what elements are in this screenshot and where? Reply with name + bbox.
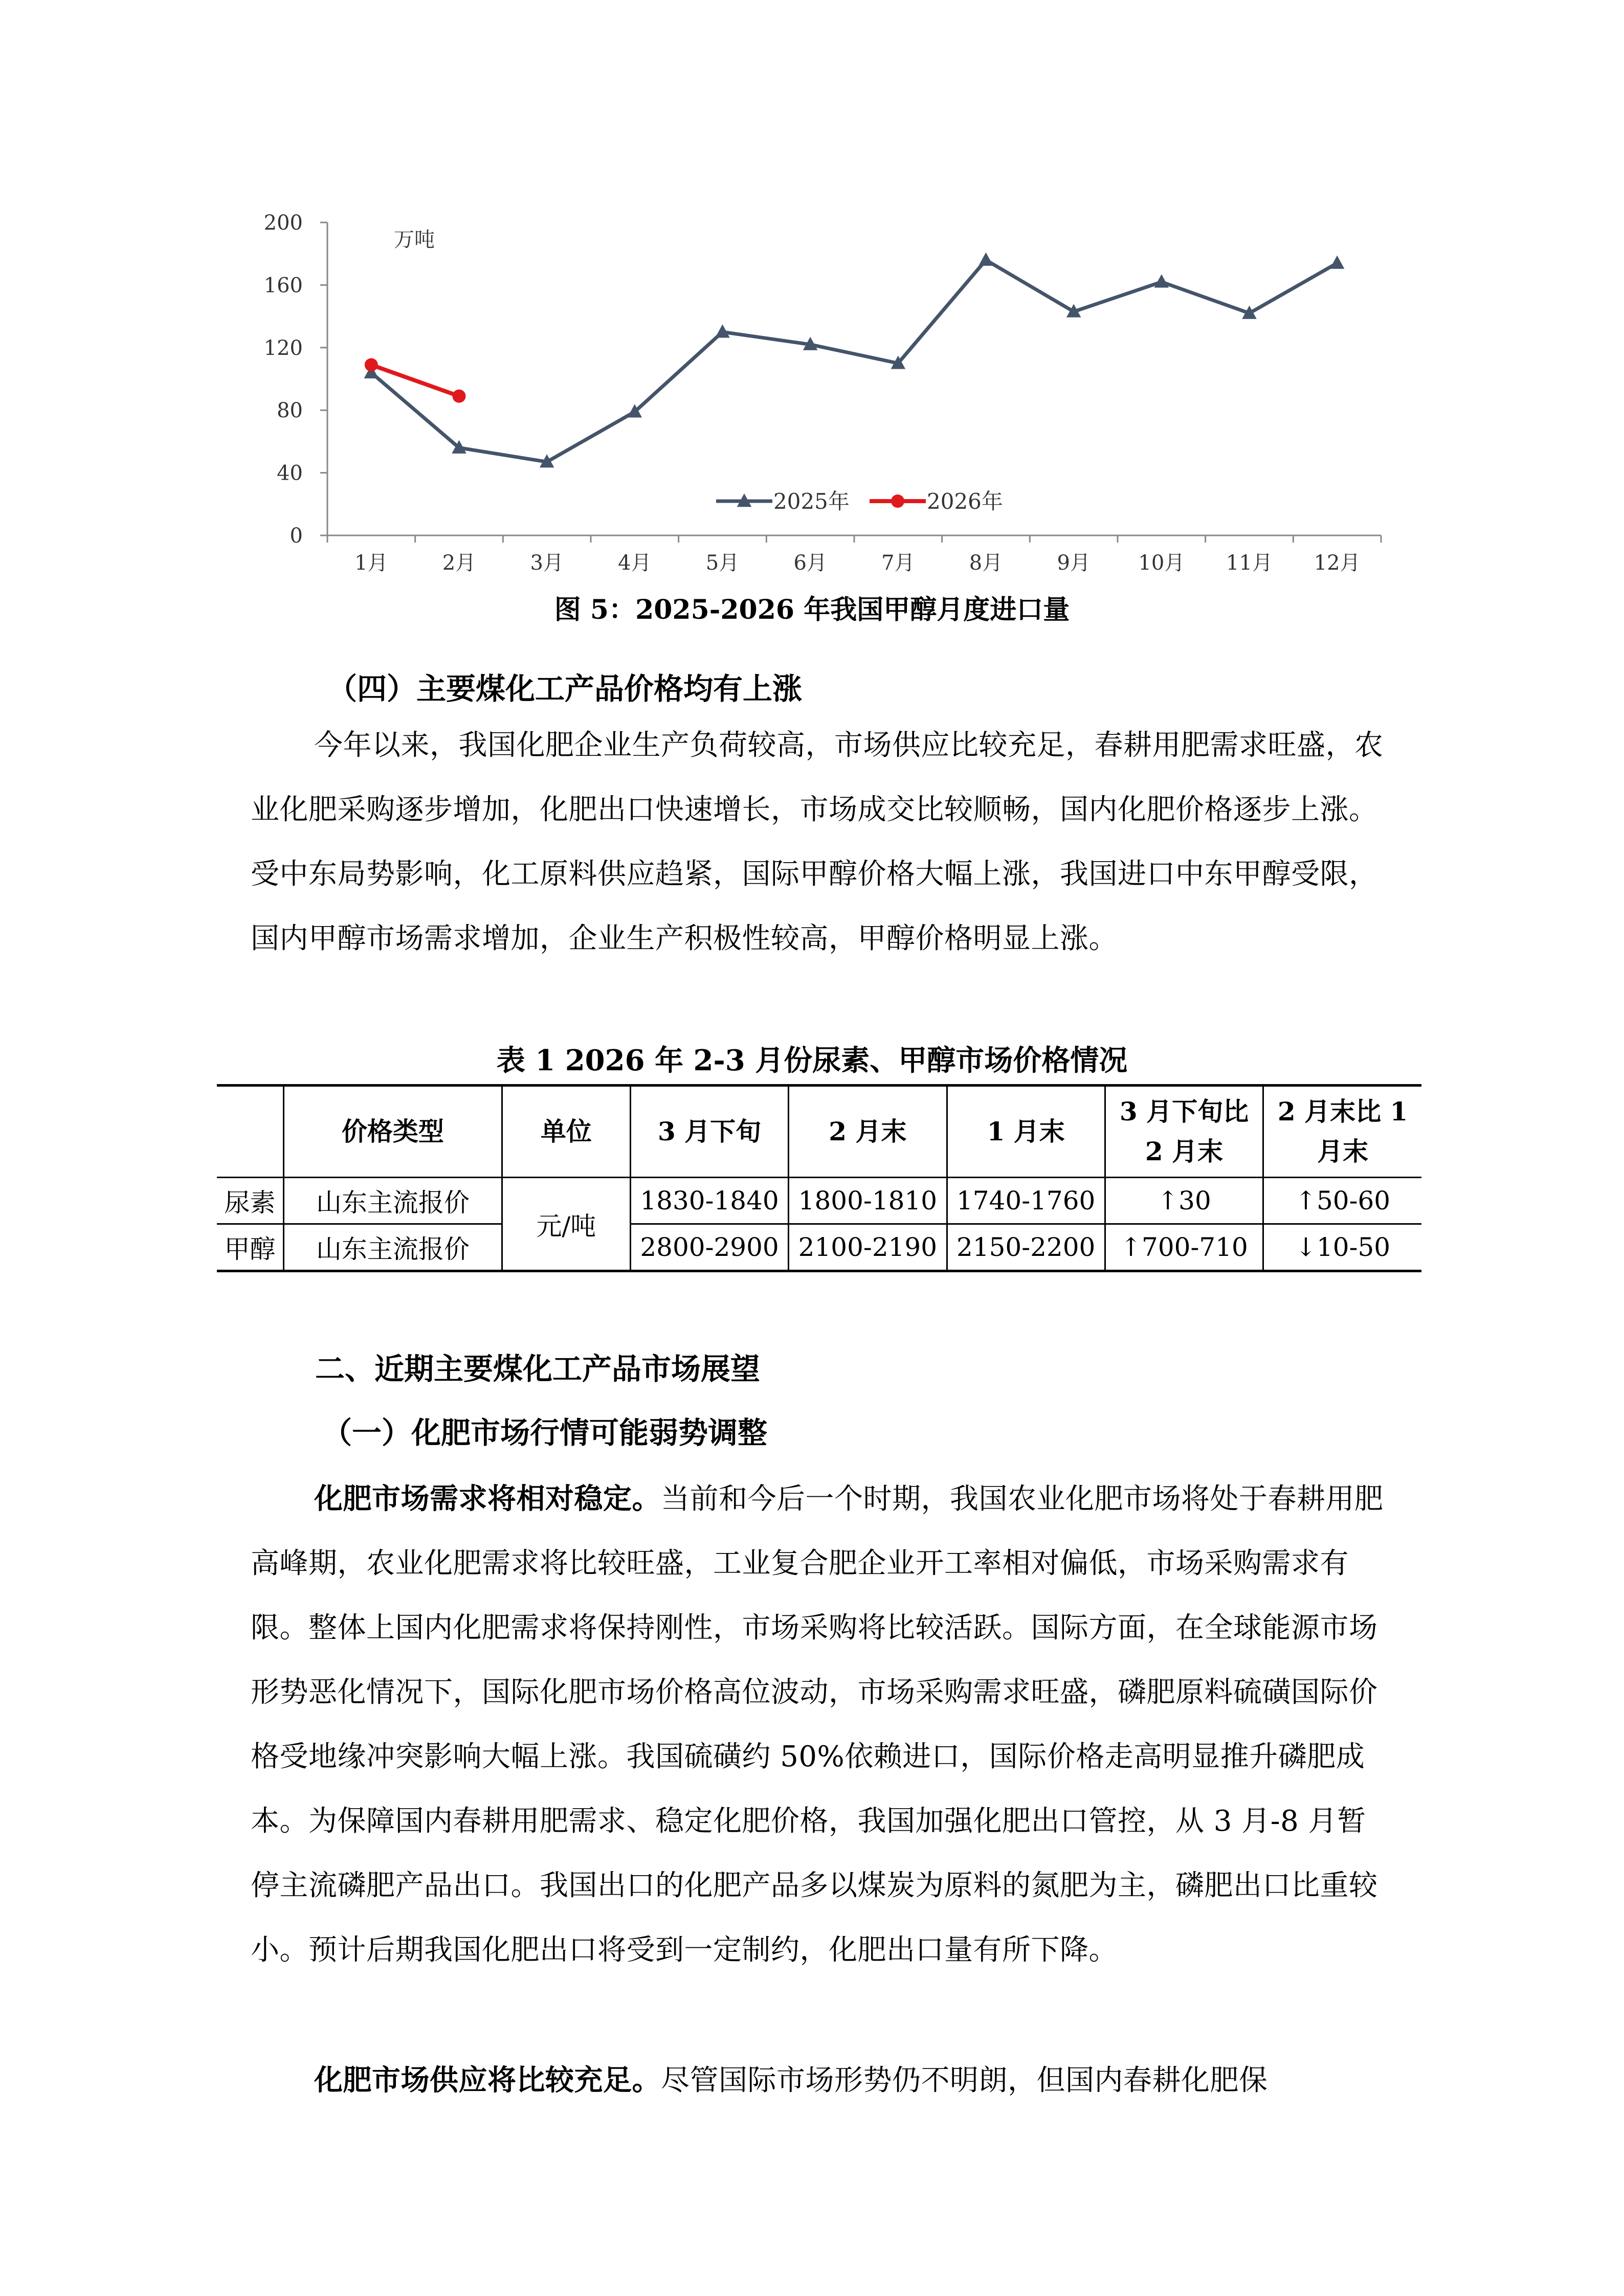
methanol-import-chart — [0, 0, 1624, 583]
table-header: 2 月末比 1 月末 — [1263, 1086, 1421, 1178]
table-header: 1 月末 — [947, 1086, 1105, 1178]
table-header: 2 月末 — [789, 1086, 947, 1178]
table-header: 3 月下旬比 2 月末 — [1105, 1086, 1263, 1178]
table-header-row — [217, 1086, 1421, 1178]
x-tick-label: 5月 — [705, 551, 740, 575]
chart-series — [364, 252, 1345, 467]
legend-label: 2025年 — [773, 489, 850, 514]
chart-legend — [716, 489, 1003, 514]
supply-text: 尽管国际市场形势仍不明朗，但国内春耕化肥保 — [661, 2064, 1268, 2097]
legend-label: 2026年 — [927, 489, 1003, 514]
table-cell: 1830-1840 — [630, 1178, 788, 1224]
legend-marker — [891, 494, 904, 508]
x-tick-label: 8月 — [969, 551, 1003, 575]
table-cell: ↑30 — [1105, 1178, 1263, 1224]
x-tick-label: 6月 — [793, 551, 827, 575]
supply-lead: 化肥市场供应将比较充足。 — [314, 2063, 661, 2097]
x-tick-label: 3月 — [530, 551, 564, 575]
data-point — [1154, 274, 1169, 287]
x-tick-label: 12月 — [1314, 551, 1361, 575]
chart-axes — [264, 211, 1381, 575]
x-tick-label: 4月 — [618, 551, 652, 575]
data-point — [365, 358, 378, 371]
demand-text: 当前和今后一个时期，我国农业化肥市场将处于春耕用肥高峰期，农业化肥需求将比较旺盛，工业复合肥企业开工率相对偏低，市场采购需求有限。整体上国内化肥需求将保持刚性，市场采购将比较活跃。国际方面，在全球能源市场形势恶化情况下，国际化肥市场价格高位波动，市场采购需求旺盛，磷肥原料硫磺国际价格受地缘冲突影响大幅上涨。我国硫磺约 50%依赖进口，国际价格走高明显推升磷肥成本。为保障国内春耕用肥需求、稳定化肥价格，我国加强化肥出口管控，从 3 月-8 月暂停主流磷肥产品出口。我国出口的化肥产品多以煤炭为原料的氮肥为主，磷肥出口比重较小。预计后期我国化肥出口将受到一定制约，化肥出口量有所下降。 — [251, 1482, 1384, 1967]
table-cell: ↓10-50 — [1263, 1224, 1421, 1271]
x-tick-label: 1月 — [354, 551, 388, 575]
supply-paragraph — [251, 2048, 1391, 2113]
section-paragraph: 今年以来，我国化肥企业生产负荷较高，市场供应比较充足，春耕用肥需求旺盛，农业化肥采购逐步增加，化肥出口快速增长，市场成交比较顺畅，国内化肥价格逐步上涨。受中东局势影响，化工原料供应趋紧，国际甲醇价格大幅上涨，我国进口中东甲醇受限，国内甲醇市场需求增加，企业生产积极性较高，甲醇价格明显上涨。 — [251, 729, 1384, 955]
table-cell: 甲醇 — [217, 1224, 284, 1271]
table-cell: 2100-2190 — [789, 1224, 947, 1271]
y-tick-label: 160 — [263, 274, 303, 298]
y-tick-label: 0 — [290, 524, 303, 548]
section-heading-2-1: （一）化肥市场行情可能弱势调整 — [322, 1415, 768, 1450]
table-header: 3 月下旬 — [630, 1086, 788, 1178]
table-cell: ↑50-60 — [1263, 1178, 1421, 1224]
table-row — [217, 1178, 1421, 1224]
figure-caption: 图 5：2025-2026 年我国甲醇月度进口量 — [554, 594, 1070, 625]
demand-paragraph — [251, 1467, 1391, 1983]
y-tick-label: 120 — [263, 336, 303, 360]
data-point — [978, 252, 993, 265]
table-header: 价格类型 — [284, 1086, 502, 1178]
y-tick-label: 40 — [277, 461, 303, 485]
data-point — [1330, 256, 1345, 269]
data-point — [453, 390, 466, 403]
table-cell: 2150-2200 — [947, 1224, 1105, 1271]
series-line — [371, 260, 1337, 462]
table-row — [217, 1224, 1421, 1271]
demand-lead: 化肥市场需求将相对稳定。 — [314, 1482, 661, 1516]
table-cell: 山东主流报价 — [284, 1224, 502, 1271]
x-tick-label: 7月 — [881, 551, 915, 575]
y-tick-label: 200 — [263, 211, 303, 235]
table-cell: 尿素 — [217, 1178, 284, 1224]
x-tick-label: 10月 — [1138, 551, 1185, 575]
table-header: 单位 — [502, 1086, 630, 1178]
x-tick-label: 9月 — [1057, 551, 1091, 575]
table-caption: 表 1 2026 年 2-3 月份尿素、甲醇市场价格情况 — [496, 1044, 1128, 1077]
section-heading-2: 二、近期主要煤化工产品市场展望 — [315, 1352, 761, 1386]
chart-unit-label: 万吨 — [394, 228, 435, 252]
table-cell: 1800-1810 — [789, 1178, 947, 1224]
x-tick-label: 2月 — [442, 551, 476, 575]
x-tick-label: 11月 — [1226, 551, 1273, 575]
table-cell-unit: 元/吨 — [502, 1178, 630, 1271]
y-tick-label: 80 — [277, 399, 303, 423]
price-table — [217, 1084, 1421, 1272]
table-cell: 山东主流报价 — [284, 1178, 502, 1224]
table-cell: 2800-2900 — [630, 1224, 788, 1271]
table-header — [217, 1086, 284, 1178]
table-cell: 1740-1760 — [947, 1178, 1105, 1224]
section-heading-4: （四）主要煤化工产品价格均有上涨 — [327, 671, 803, 706]
table-cell: ↑700-710 — [1105, 1224, 1263, 1271]
series-line — [371, 365, 459, 396]
